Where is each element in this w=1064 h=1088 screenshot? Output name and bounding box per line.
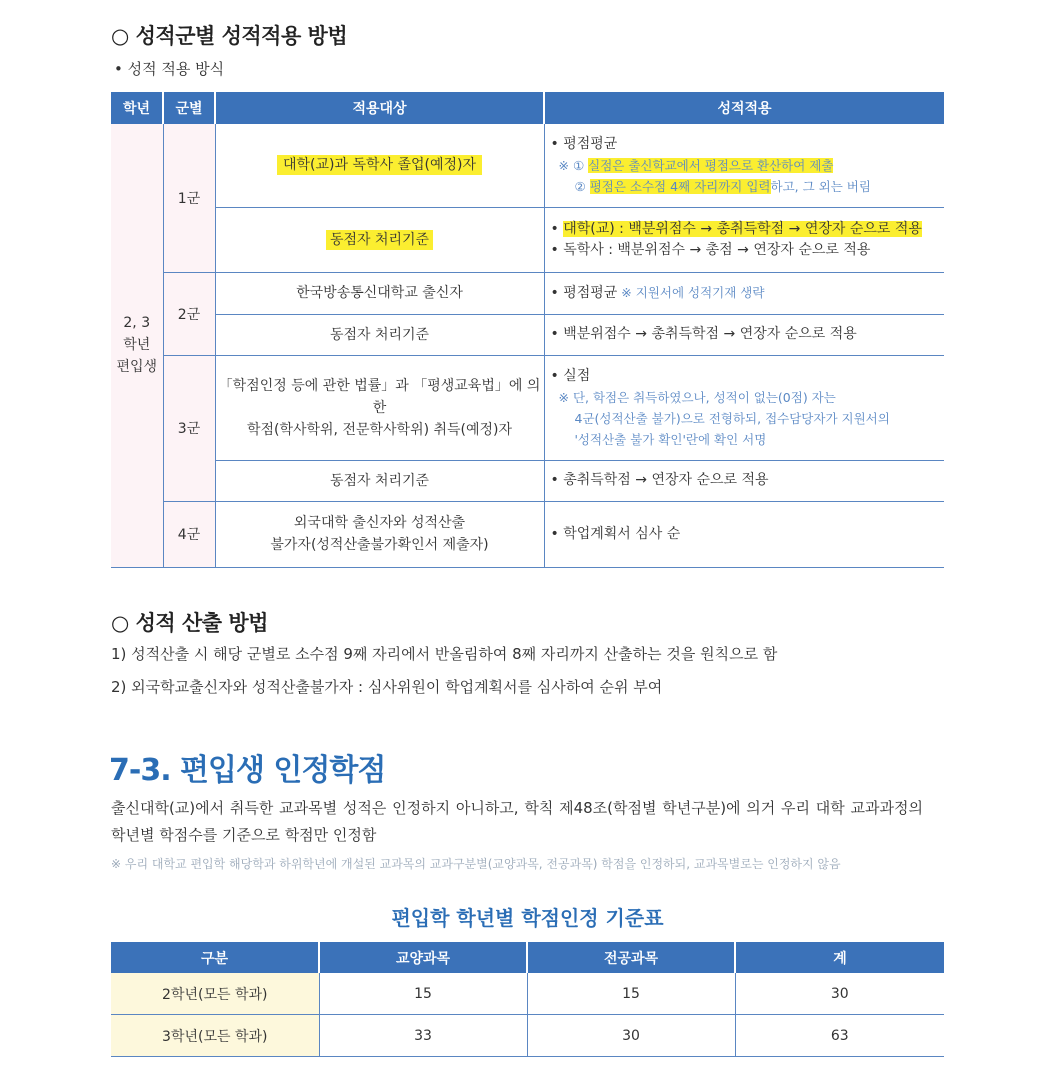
header-liberal-arts: 교양과목 — [319, 942, 527, 973]
group-cell-1: 1군 — [163, 124, 215, 272]
score-cell — [544, 124, 944, 207]
header-grade: 학년 — [111, 92, 163, 124]
calc-item-1: 1) 성적산출 시 해당 군별로 소수점 9째 자리에서 반올림하여 8째 자리까지 산출하는 것을 원칙으로 함 — [111, 645, 778, 663]
credits-paragraph-line2: 학년별 학점수를 기준으로 학점만 인정함 — [111, 826, 377, 844]
target-cell: 동점자 처리기준 — [215, 460, 544, 501]
section-title-credits: 7-3. 편입생 인정학점 — [109, 753, 386, 788]
calc-item-2: 2) 외국학교출신자와 성적산출불가자 : 심사위원이 학업계획서를 심사하여 순위 부여 — [111, 678, 663, 696]
header-category: 구분 — [111, 942, 319, 973]
target-line: 외국대학 출신자와 성적산출 — [293, 515, 466, 531]
target-cell — [215, 207, 544, 272]
header-score: 성적적용 — [544, 92, 944, 124]
row-label: 3학년(모든 학과) — [111, 1015, 319, 1057]
table-header-row — [111, 942, 944, 973]
table-row — [111, 355, 944, 460]
score-line: • 실점 — [550, 367, 591, 384]
score-cell: • 백분위점수 → 총취득학점 → 연장자 순으로 적용 — [544, 314, 944, 355]
header-group: 군별 — [163, 92, 215, 124]
score-cell: • 총취득학점 → 연장자 순으로 적용 — [544, 460, 944, 501]
section-subtitle: • 성적 적용 방식 — [114, 60, 225, 78]
score-cell: • 평점평균 ※ 지원서에 성적기재 생략 — [544, 272, 944, 314]
cell-value: 30 — [735, 973, 944, 1015]
cell-value: 33 — [319, 1015, 527, 1057]
table-row — [111, 207, 944, 272]
table-row — [111, 314, 944, 355]
table-header-row — [111, 92, 944, 124]
score-note: ※ 단, 학점은 취득하였으나, 성적이 없는(0점) 자는 — [558, 389, 836, 405]
score-note: 4군(성적산출 불가)으로 전형하되, 접수담당자가 지원서의 — [574, 410, 890, 426]
score-line: • 평점평균 — [550, 135, 618, 152]
grade-line: 편입생 — [116, 359, 158, 376]
target-line: 「학점인정 등에 관한 법률」과 「평생교육법」에 의한 — [218, 377, 541, 416]
table-row — [111, 124, 944, 207]
target-cell: 한국방송통신대학교 출신자 — [215, 272, 544, 314]
credits-paragraph-line1: 출신대학(교)에서 취득한 교과목별 성적은 인정하지 아니하고, 학칙 제48조(학점별 학년구분)에 의거 우리 대학 교과과정의 — [111, 799, 924, 817]
header-major: 전공과목 — [527, 942, 735, 973]
table-row — [111, 501, 944, 567]
group-cell-4: 4군 — [163, 501, 215, 567]
target-line: 학점(학사학위, 전문학사학위) 취득(예정)자 — [246, 421, 513, 438]
score-cell — [544, 355, 944, 460]
credits-table-title: 편입학 학년별 학점인정 기준표 — [391, 906, 664, 930]
target-cell — [215, 124, 544, 207]
cell-value: 30 — [527, 1015, 735, 1057]
score-cell — [544, 207, 944, 272]
target-cell: 동점자 처리기준 — [215, 314, 544, 355]
group-cell-2: 2군 — [163, 272, 215, 355]
table-row — [111, 973, 944, 1015]
score-note: ※ ① 실점은 출신학교에서 평점으로 환산하여 제출 — [558, 157, 834, 173]
header-target: 적용대상 — [215, 92, 544, 124]
target-cell — [215, 355, 544, 460]
cell-value: 15 — [319, 973, 527, 1015]
grade-cell — [111, 124, 163, 567]
row-label: 2학년(모든 학과) — [111, 973, 319, 1015]
credits-note: ※ 우리 대학교 편입학 해당학과 하위학년에 개설된 교과목의 교과구분별(교양과목, 전공과목) 학점을 인정하되, 교과목별로는 인정하지 않음 — [111, 857, 841, 871]
table-row — [111, 460, 944, 501]
score-line: • 대학(교) : 백분위점수 → 총취득학점 → 연장자 순으로 적용 — [550, 220, 922, 237]
target-line: 불가자(성적산출불가확인서 제출자) — [270, 537, 489, 553]
cell-value: 63 — [735, 1015, 944, 1057]
group-cell-3: 3군 — [163, 355, 215, 501]
score-cell: • 학업계획서 심사 순 — [544, 501, 944, 567]
grade-line: 학년 — [123, 337, 151, 354]
score-note: ② 평점은 소수점 4째 자리까지 입력하고, 그 외는 버림 — [574, 178, 871, 194]
cell-value: 15 — [527, 973, 735, 1015]
table-row — [111, 272, 944, 314]
section-title-score-calculation: ○ 성적 산출 방법 — [111, 611, 268, 635]
score-note: '성적산출 불가 확인'란에 확인 서명 — [574, 431, 767, 447]
target-text: 대학(교)과 독학사 졸업(예정)자 — [277, 155, 482, 175]
grade-line: 2, 3 — [123, 315, 151, 332]
section-title-score-application: ○ 성적군별 성적적용 방법 — [111, 24, 348, 48]
table-row — [111, 1015, 944, 1057]
header-total: 계 — [735, 942, 944, 973]
credits-table — [111, 942, 944, 1057]
target-cell — [215, 501, 544, 567]
score-line: • 독학사 : 백분위점수 → 총점 → 연장자 순으로 적용 — [550, 241, 871, 258]
score-application-table — [111, 92, 944, 568]
target-text: 동점자 처리기준 — [326, 230, 433, 250]
